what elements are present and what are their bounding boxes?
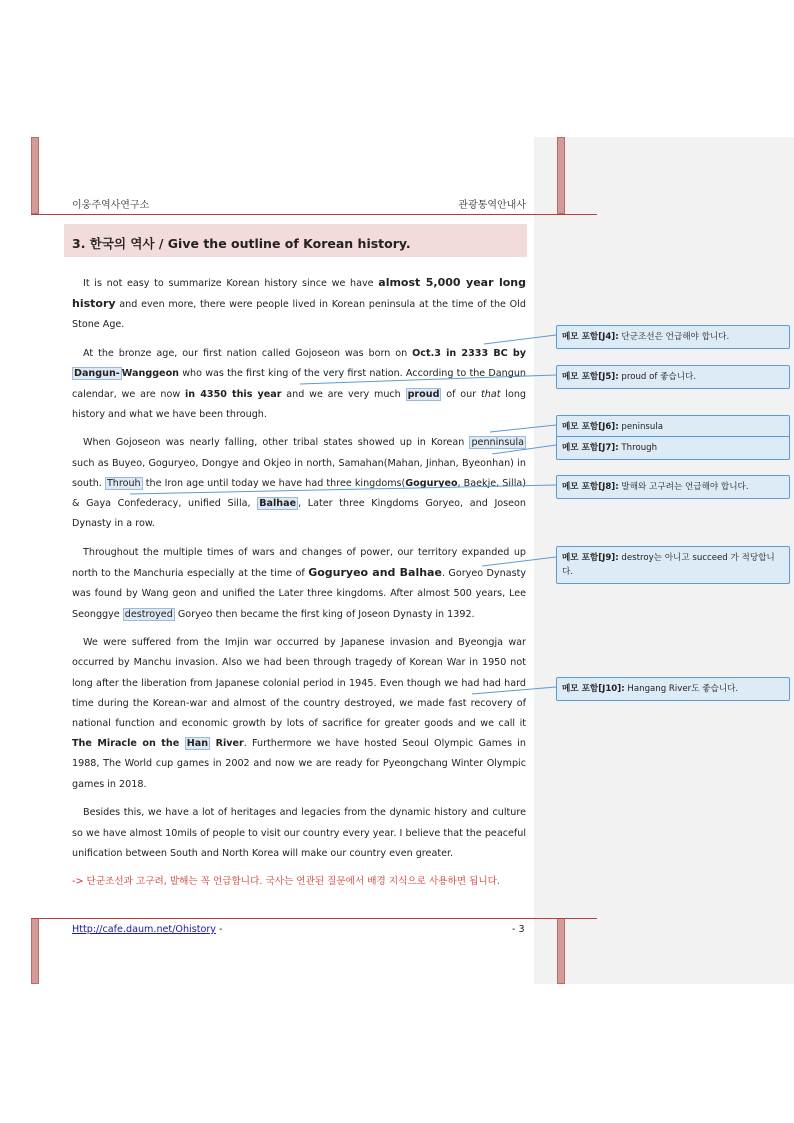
paragraph-5: We were suffered from the Imjin war occurred by Japanese invasion and Byeongja war occurred by Manchu invasion. Also we had been through tragedy of Korean War in 1950 not long after the liberation from Japanese colonial period in 1945. Even though we had had hard time during the Korean-war and almost of the country destroyed, we made fast recovery of national function and economic growth by lots of sacrifice for greater goods and we call it The Miracle on the Han River. Furthermore we have hosted Seoul Olympic Games in 1988, The World cup games in 2002 and now we are ready for Pyeongchang Winter Olympic games in 2018. bbox=[72, 637, 526, 790]
header-left-text: 이웅주역사연구소 bbox=[72, 200, 150, 211]
comment-anchor-j4[interactable]: Dangun- bbox=[74, 368, 120, 380]
comment-j4[interactable]: 메모 포함[J4]: 단군조선은 언급해야 합니다. bbox=[556, 325, 790, 349]
comment-j8[interactable]: 메모 포함[J8]: 발해와 고구려는 언급해야 합니다. bbox=[556, 475, 790, 499]
footer-link-line: Http://cafe.daum.net/Ohistory - bbox=[72, 924, 223, 935]
header-bar-left bbox=[31, 137, 39, 214]
comment-j5[interactable]: 메모 포함[J5]: proud of 좋습니다. bbox=[556, 365, 790, 389]
comment-anchor-j8[interactable]: Balhae bbox=[259, 498, 297, 510]
header-bar-right bbox=[557, 137, 565, 214]
comment-j10[interactable]: 메모 포함[J10]: Hangang River도 좋습니다. bbox=[556, 677, 790, 701]
paragraph-4: Throughout the multiple times of wars and changes of power, our territory expanded up north to the Manchuria especially at the time of Goguryeo and Balhae. Goryeo Dynasty was found by Wang geon and unified the Later three kingdoms. After almost 500 years, Lee Seonggye destroyed Goryeo then became the first king of Joseon Dynasty in 1392. bbox=[72, 546, 527, 620]
comment-anchor-j9[interactable]: destroyed bbox=[124, 608, 173, 620]
footer-bar-right bbox=[557, 918, 565, 984]
comment-anchor-j6[interactable]: penninsula bbox=[471, 437, 524, 449]
document-body bbox=[72, 273, 526, 901]
section-title: 3. 한국의 역사 / Give the outline of Korean history. bbox=[64, 224, 527, 257]
footer-bar-left bbox=[31, 918, 39, 984]
comment-j9[interactable]: 메모 포함[J9]: destroy는 아니고 succeed 가 적당합니다. bbox=[556, 546, 790, 584]
comment-anchor-j10[interactable]: Han bbox=[186, 738, 209, 750]
paragraph-6: Besides this, we have a lot of heritages and legacies from the dynamic history and culture so we have almost 10mils of people to visit our country every year. I believe that the peaceful unification between South and North Korea will make our country even greater. bbox=[72, 807, 526, 859]
teacher-note: -> 단군조선과 고구려, 발해는 꼭 언급합니다. 국사는 연관된 질문에서 배경 지식으로 사용하면 됩니다. bbox=[72, 876, 500, 888]
cafe-link[interactable]: Http://cafe.daum.net/Ohistory bbox=[72, 924, 216, 935]
comment-anchor-j5[interactable]: proud bbox=[407, 388, 440, 400]
paragraph-2: At the bronze age, our first nation called Gojoseon was born on Oct.3 in 2333 BC by Dangun- Wanggeon who was the first king of the very first nation. According to the Dangun calendar, we are now in 4350 this year and we are very much proud of our that long history and what we have been through. bbox=[72, 348, 527, 420]
footer-rule bbox=[31, 918, 597, 919]
header-right-text: 관광통역안내사 bbox=[458, 200, 526, 211]
paragraph-1: It is not easy to summarize Korean history since we have almost 5,000 year long history and even more, there were people lived in Korean peninsula at the time of the Old Stone Age. bbox=[72, 276, 526, 331]
comment-j6[interactable]: 메모 포함[J6]: peninsula bbox=[556, 415, 790, 439]
page-number: - 3 bbox=[512, 924, 525, 935]
comment-j7[interactable]: 메모 포함[J7]: Through bbox=[556, 436, 790, 460]
paragraph-3: When Gojoseon was nearly falling, other tribal states showed up in Korean penninsula such as Buyeo, Goguryeo, Dongye and Okjeo in north, Samahan(Mahan, Jinhan, Byeonhan) in south. Throuh the Iron age until today we have had three kingdoms(Goguryeo, Baekje, Silla) & Gaya Confederacy, unified Silla, Balhae , Later three Kingdoms Goryeo, and Joseon Dynasty in a row. bbox=[72, 437, 527, 530]
comment-anchor-j7[interactable]: Throuh bbox=[106, 477, 141, 489]
header-rule bbox=[31, 214, 597, 215]
